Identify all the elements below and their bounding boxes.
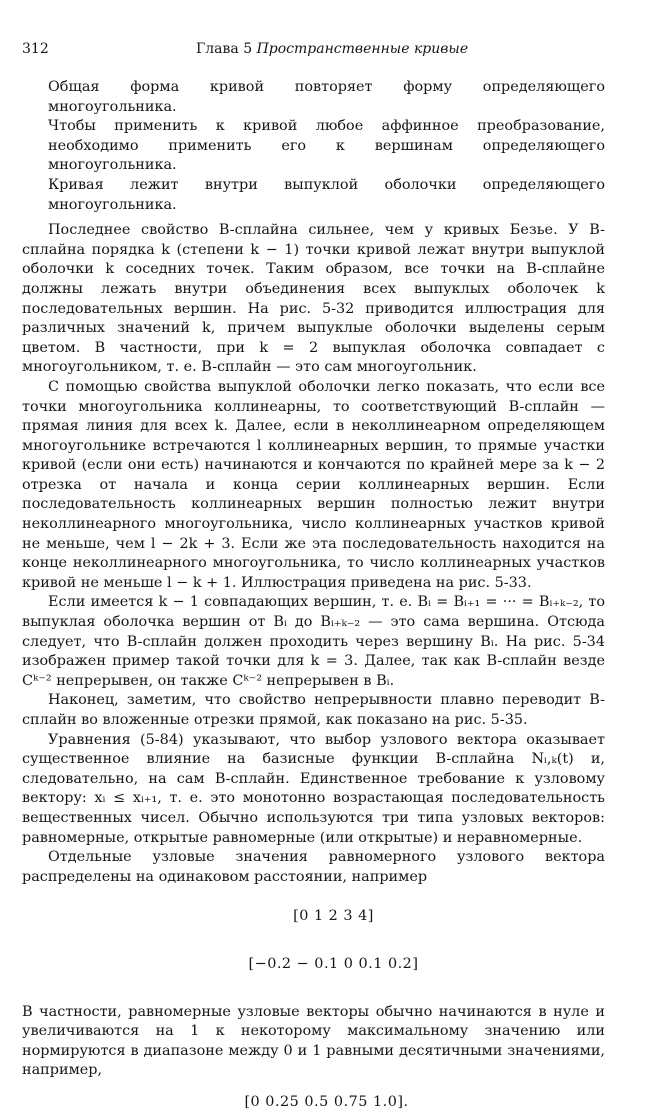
running-head xyxy=(196,41,468,57)
chapter-label: Глава 5 xyxy=(196,41,253,57)
knot-vector-example-3: [0 0.25 0.5 0.75 1.0]. xyxy=(244,1093,409,1110)
paragraph: Уравнения (5-84) указывают, что выбор узлового вектора оказывает существенное влияние на базисные функции B-сплайна Nᵢ,ₖ(t) и, следовательно, на сам B-сплайн. Единственное требование к узловому вектору: xᵢ ≤ xᵢ₊₁, т. е. это монотонно возрастающая последовательность вещественных чисел. Обычно используются три типа узловых векторов: равномерные, открытые равномерные (или открытые) и неравномерные. xyxy=(22,731,605,846)
paragraph: В частности, равномерные узловые векторы обычно начинаются в нуле и увеличиваются на 1 к некоторому максимальному значению или нормируются в диапазоне между 0 и 1 равными десятичными значениями, например, xyxy=(22,1003,605,1079)
list-item: Чтобы применить к кривой любое аффинное преобразование, необходимо применить его к вершинам определяющего многоугольника. xyxy=(48,118,605,174)
paragraph: Наконец, заметим, что свойство непрерывности плавно переводит B-сплайн во вложенные отрезки прямой, как показано на рис. 5-35. xyxy=(22,692,605,728)
paragraph: С помощью свойства выпуклой оболочки легко показать, что если все точки многоугольника коллинеарны, то соответствующий B-сплайн — прямая линия для всех k. Далее, если в неколлинеарном определяющем многоугольнике встречаются l коллинеарных вершин, то прямые участки кривой (если они есть) начинаются и кончаются по крайней мере за k − 2 отрезка от начала и конца серии коллинеарных вершин. Если последовательность коллинеарных вершин полностью лежит внутри неколлинеарного многоугольника, число коллинеарных участков кривой не меньше, чем l − 2k + 3. Если же эта последовательность находится на конце неколлинеарного многоугольника, то число коллинеарных участков кривой не меньше l − k + 1. Иллюстрация приведена на рис. 5-33. xyxy=(22,378,605,591)
paragraph: Если имеется k − 1 совпадающих вершин, т. е. Bᵢ = Bᵢ₊₁ = ··· = Bᵢ₊ₖ₋₂, то выпуклая оболочка вершин от Bᵢ до Bᵢ₊ₖ₋₂ — это сама вершина. Отсюда следует, что B-сплайн должен проходить через вершину Bᵢ. На рис. 5-34 изображен пример такой точки для k = 3. Далее, так как B-сплайн везде Cᵏ⁻² непрерывен, он также Cᵏ⁻² непрерывен в Bᵢ. xyxy=(22,594,605,689)
paragraph: Последнее свойство B-сплайна сильнее, чем у кривых Безье. У B-сплайна порядка k (степени k − 1) точки кривой лежат внутри выпуклой оболочки k соседних точек. Таким образом, все точки на B-сплайне должны лежать внутри объединения всех выпуклых оболочек k последовательных вершин. На рис. 5-32 приводится иллюстрация для различных значений k, причем выпуклые оболочки выделены серым цветом. В частности, при k = 2 выпуклая оболочка совпадает с многоугольником, т. е. B-сплайн — это сам многоугольник. xyxy=(22,222,605,376)
knot-vector-example-2: [−0.2 − 0.1 0 0.1 0.2] xyxy=(248,955,419,972)
running-header xyxy=(22,41,622,61)
list-item: Кривая лежит внутри выпуклой оболочки определяющего многоугольника. xyxy=(48,176,605,213)
paragraph: Отдельные узловые значения равномерного узлового вектора распределены на одинаковом расстоянии, например xyxy=(22,849,605,885)
property-list xyxy=(22,78,605,215)
list-item: Общая форма кривой повторяет форму определяющего многоугольника. xyxy=(48,79,605,115)
page-body xyxy=(22,78,605,1113)
chapter-title: Пространственные кривые xyxy=(256,41,469,57)
knot-vector-example-1: [0 1 2 3 4] xyxy=(293,908,374,925)
page-number: 312 xyxy=(22,41,49,57)
